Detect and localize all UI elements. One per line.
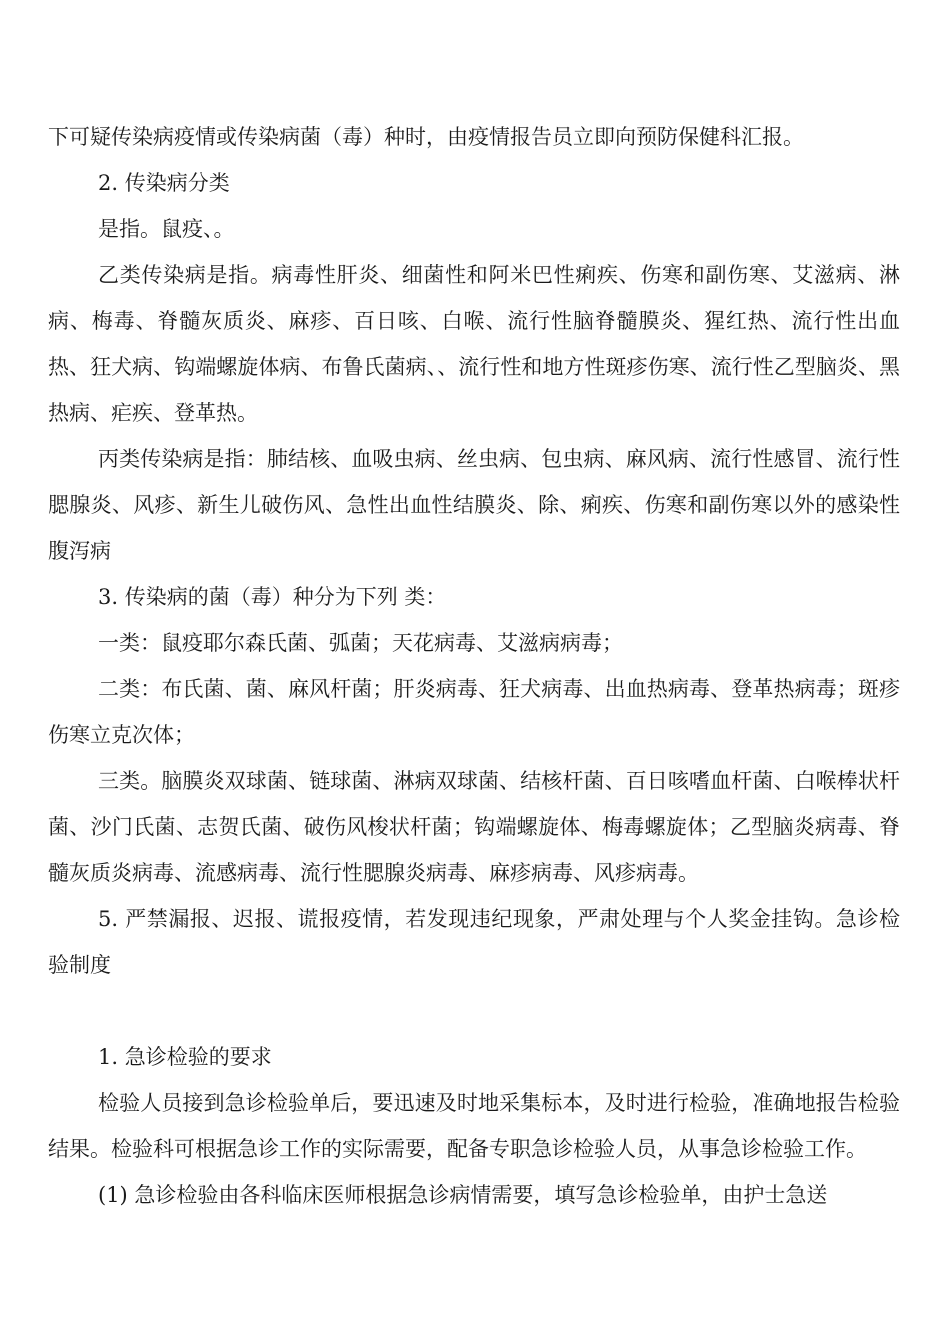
paragraph-class-a: 是指。鼠疫、。 [98,217,235,241]
paragraph-emergency-item-1: (1) 急诊检验由各科临床医师根据急诊病情需要，填写急诊检验单，由护士急送 [98,1183,828,1207]
paragraph-class-b: 乙类传染病是指。病毒性肝炎、细菌性和阿米巴性痢疾、伤寒和副伤寒、艾滋病、淋病、梅毒、脊髓灰质炎、麻疹、百日咳、白喉、流行性脑脊髓膜炎、猩红热、流行性出血热、狂犬病、钩端螺旋体病、布鲁氏菌病、、流行性和地方性斑疹伤寒、流行性乙型脑炎、黑热病、疟疾、登革热。 [48,263,900,425]
paragraph-reporting-rule: 5. 严禁漏报、迟报、谎报疫情，若发现违纪现象，严肃处理与个人奖金挂钩。急诊检验制度 [48,907,900,977]
paragraph-strain-class-2: 二类：布氏菌、菌、麻风杆菌；肝炎病毒、狂犬病毒、出血热病毒、登革热病毒；斑疹伤寒立克次体； [48,677,900,747]
document-body [48,114,900,1218]
paragraph-class-c: 丙类传染病是指：肺结核、血吸虫病、丝虫病、包虫病、麻风病、流行性感冒、流行性腮腺炎、风疹、新生儿破伤风、急性出血性结膜炎、除、痢疾、伤寒和副伤寒以外的感染性腹泻病 [48,447,900,563]
section-heading-emergency-requirements: 1. 急诊检验的要求 [98,1045,272,1069]
section-heading-strains: 3. 传染病的菌（毒）种分为下列 类： [98,585,447,609]
paragraph-continuation: 下可疑传染病疫情或传染病菌（毒）种时，由疫情报告员立即向预防保健科汇报。 [48,125,804,149]
paragraph-strain-class-1: 一类：鼠疫耶尔森氏菌、弧菌；天花病毒、艾滋病病毒； [98,631,623,655]
paragraph-strain-class-3: 三类。脑膜炎双球菌、链球菌、淋病双球菌、结核杆菌、百日咳嗜血杆菌、白喉棒状杆菌、沙门氏菌、志贺氏菌、破伤风梭状杆菌；钩端螺旋体、梅毒螺旋体；乙型脑炎病毒、脊髓灰质炎病毒、流感病毒、流行性腮腺炎病毒、麻疹病毒、风疹病毒。 [48,769,900,885]
blank-line [48,988,900,1034]
paragraph-emergency-staff: 检验人员接到急诊检验单后，要迅速及时地采集标本，及时进行检验，准确地报告检验结果。检验科可根据急诊工作的实际需要，配备专职急诊检验人员，从事急诊检验工作。 [48,1091,900,1161]
section-heading-classification: 2. 传染病分类 [98,171,230,195]
